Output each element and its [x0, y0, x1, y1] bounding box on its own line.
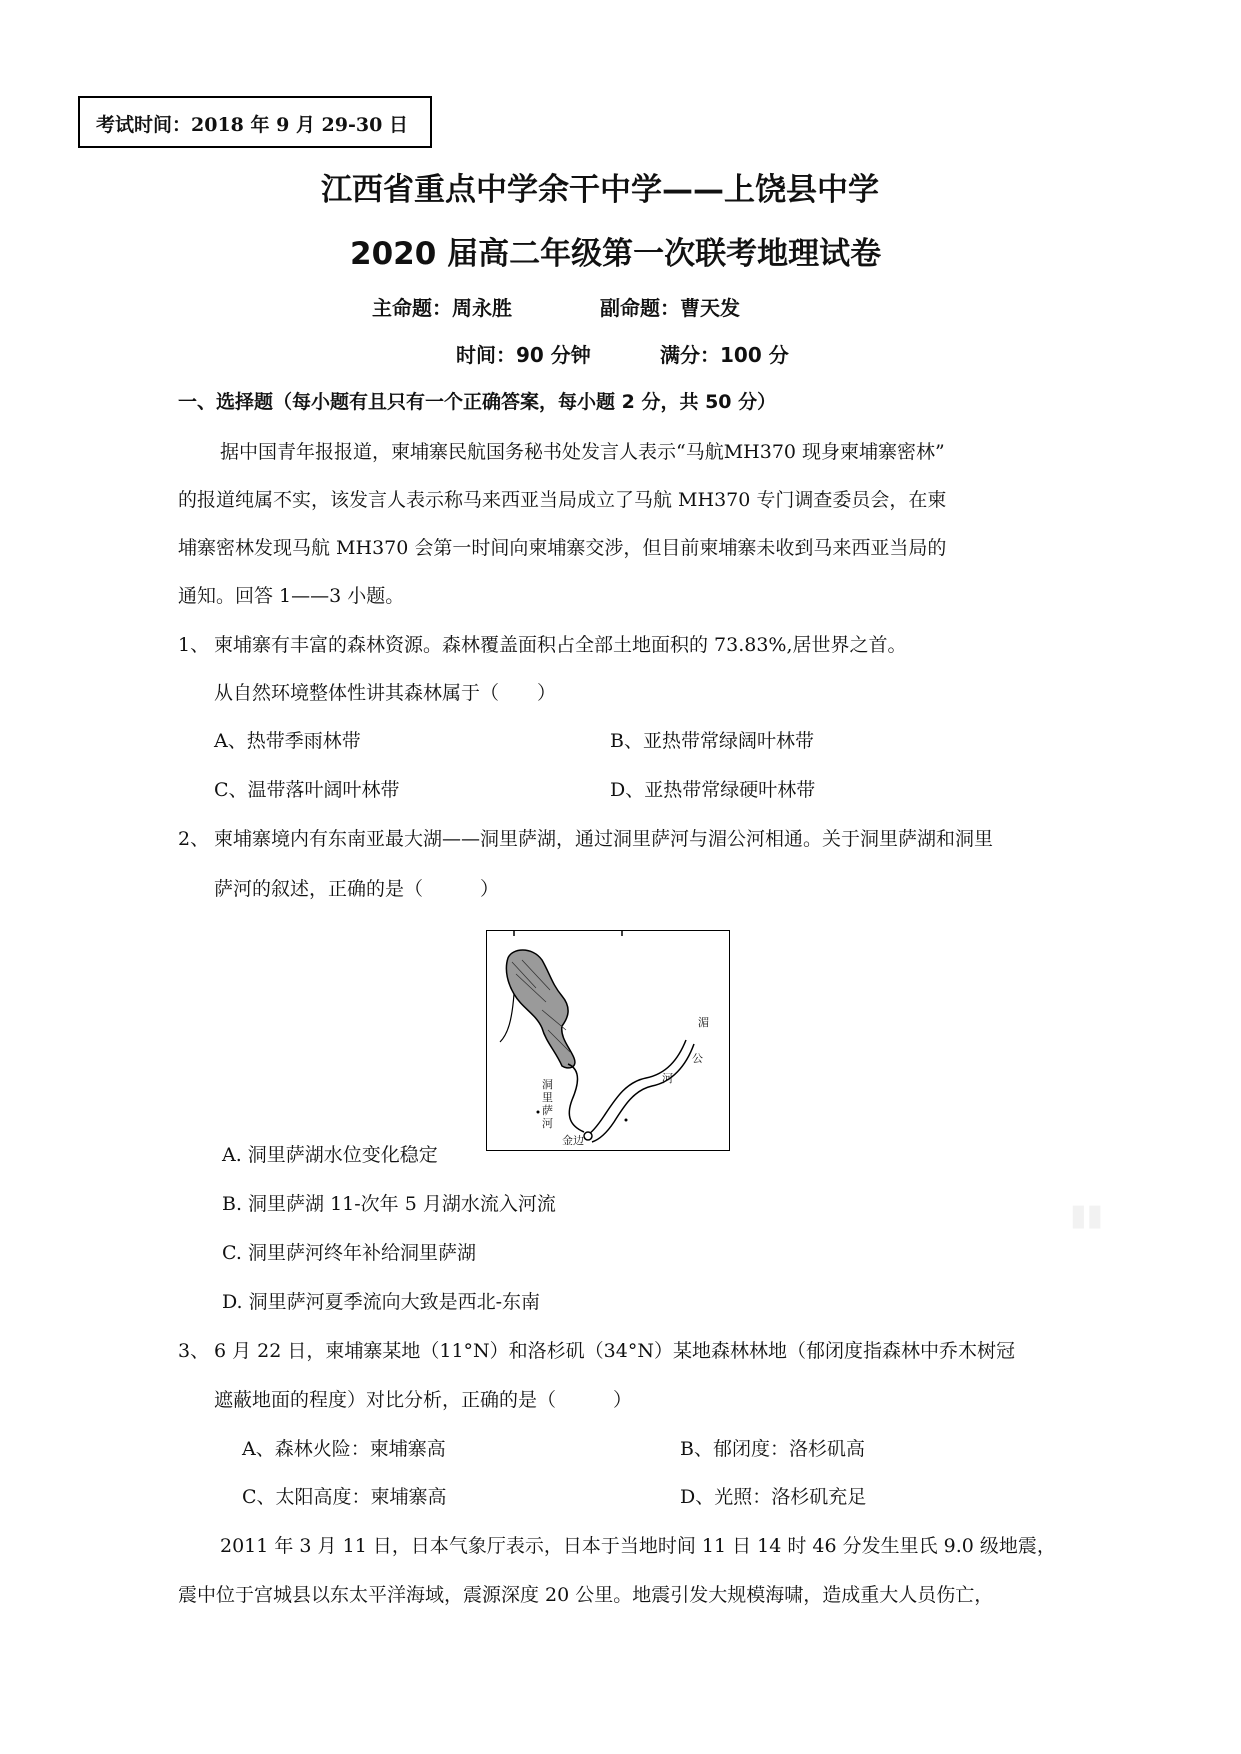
section-heading: 一、选择题（每小题有且只有一个正确答案，每小题 2 分，共 50 分） — [178, 391, 777, 413]
q3-stem: 遮蔽地面的程度）对比分析，正确的是（ ） — [214, 1389, 633, 1411]
map-drawing — [486, 930, 730, 1151]
q3-number: 3、 — [178, 1340, 210, 1362]
exam-duration: 时间：90 分钟 — [456, 343, 591, 367]
map-label-mekong-2: 公 — [692, 1052, 703, 1065]
q1-stem: 从自然环境整体性讲其森林属于（ ） — [214, 682, 557, 704]
q1-option-c: C、温带落叶阔叶林带 — [214, 779, 400, 801]
passage2-line: 震中位于宫城县以东太平洋海域，震源深度 20 公里。地震引发大规模海啸，造成重大人员伤亡， — [178, 1584, 994, 1606]
q3-option-a: A、森林火险：柬埔寨高 — [242, 1438, 446, 1460]
title-exam: 2020 届高二年级第一次联考地理试卷 — [350, 236, 882, 272]
exam-time: 考试时间：2018 年 9 月 29-30 日 — [96, 114, 408, 136]
q1-option-a: A、热带季雨林带 — [214, 730, 361, 752]
q3-option-b: B、郁闭度：洛杉矶高 — [680, 1438, 865, 1460]
q2-stem: 萨河的叙述，正确的是（ ） — [214, 878, 500, 900]
q3-option-d: D、光照：洛杉矶充足 — [680, 1486, 867, 1508]
map-label-mekong-1: 湄 — [698, 1016, 709, 1029]
map-label-mekong-3: 河 — [662, 1072, 673, 1085]
main-author: 主命题：周永胜 — [372, 296, 512, 320]
q2-option-a: A. 洞里萨湖水位变化稳定 — [222, 1144, 438, 1166]
full-score: 满分：100 分 — [660, 343, 789, 367]
q1-stem: 柬埔寨有丰富的森林资源。森林覆盖面积占全部土地面积的 73.83%,居世界之首。 — [214, 634, 907, 656]
passage2-line: 2011 年 3 月 11 日，日本气象厅表示，日本于当地时间 11 日 14 时 46 分发生里氏 9.0 级地震， — [220, 1535, 1056, 1557]
q2-stem: 柬埔寨境内有东南亚最大湖——洞里萨湖，通过洞里萨河与湄公河相通。关于洞里萨湖和洞里 — [214, 828, 994, 850]
q2-option-d: D. 洞里萨河夏季流向大致是西北-东南 — [222, 1291, 541, 1313]
map-label-city: 金边 — [562, 1134, 584, 1147]
q3-option-c: C、太阳高度：柬埔寨高 — [242, 1486, 447, 1508]
q1-number: 1、 — [178, 634, 210, 656]
passage1-line: 埔寨密林发现马航 MH370 会第一时间向柬埔寨交涉，但目前柬埔寨未收到马来西亚当局的 — [178, 537, 947, 559]
q3-stem: 6 月 22 日，柬埔寨某地（11°N）和洛杉矶（34°N）某地森林林地（郁闭度指森林中乔木树冠 — [214, 1340, 1015, 1362]
q1-option-b: B、亚热带常绿阔叶林带 — [610, 730, 814, 752]
watermark: ▮▮ — [1070, 1198, 1104, 1233]
passage1-line: 的报道纯属不实，该发言人表示称马来西亚当局成立了马航 MH370 专门调查委员会，在柬 — [178, 489, 947, 511]
q1-option-d: D、亚热带常绿硬叶林带 — [610, 779, 816, 801]
passage1-line: 通知。回答 1——3 小题。 — [178, 585, 405, 607]
passage1-line: 据中国青年报报道，柬埔寨民航国务秘书处发言人表示“马航MH370 现身柬埔寨密林” — [220, 441, 945, 463]
map-label-river: 洞里萨河 — [542, 1078, 553, 1130]
exam-time-box — [78, 96, 432, 148]
tonle-sap-map — [486, 930, 730, 1151]
q2-option-c: C. 洞里萨河终年补给洞里萨湖 — [222, 1242, 476, 1264]
sub-author: 副命题：曹天发 — [600, 296, 740, 320]
q2-option-b: B. 洞里萨湖 11-次年 5 月湖水流入河流 — [222, 1193, 556, 1215]
title-school: 江西省重点中学余干中学——上饶县中学 — [321, 172, 879, 208]
q2-number: 2、 — [178, 828, 210, 850]
